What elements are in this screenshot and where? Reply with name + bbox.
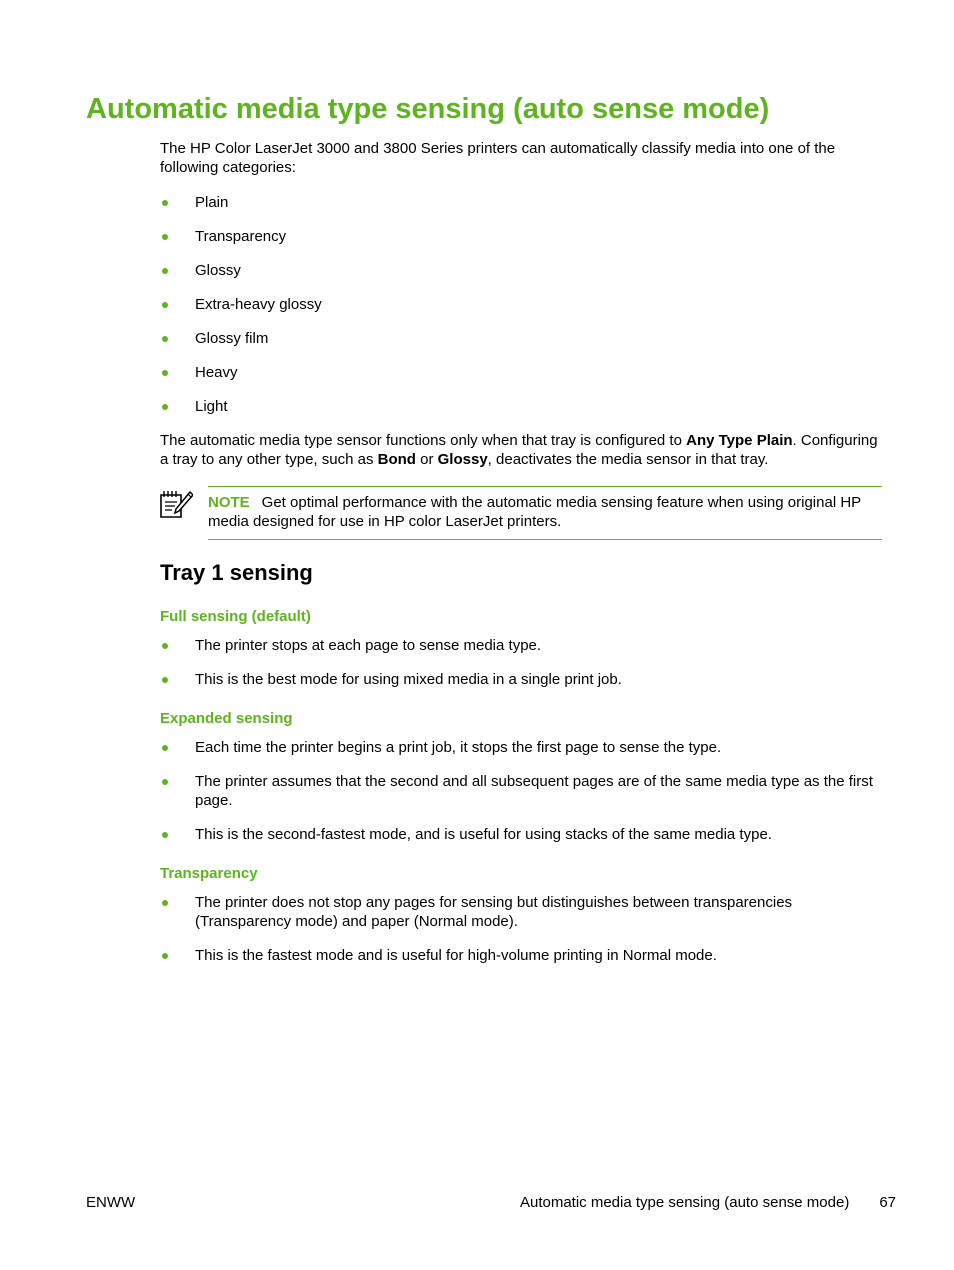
list-item: This is the fastest mode and is useful for high-volume printing in Normal mode. <box>160 946 882 965</box>
subheading-transparency: Transparency <box>160 865 258 882</box>
transparency-list <box>160 893 882 965</box>
bullet-dot <box>162 677 168 683</box>
list-item: Extra-heavy glossy <box>160 295 882 314</box>
page-number: 67 <box>879 1194 896 1211</box>
page-title: Automatic media type sensing (auto sense mode) <box>86 93 770 125</box>
bullet-dot <box>162 200 168 206</box>
bullet-dot <box>162 643 168 649</box>
intro-paragraph: The HP Color LaserJet 3000 and 3800 Series printers can automatically classify media into one of the following categories: <box>160 140 836 176</box>
bullet-dot <box>162 336 168 342</box>
note-text: NOTE Get optimal performance with the automatic media sensing feature when using original HP media designed for use in HP color LaserJet printers. <box>208 494 861 530</box>
sensor-paragraph: The automatic media type sensor functions only when that tray is configured to Any Type Plain. Configuring a tray to any other type, such as Bond or Glossy, deactivates the media sensor in that tray. <box>160 432 878 468</box>
list-item: This is the best mode for using mixed media in a single print job. <box>160 670 882 689</box>
note-icon <box>159 488 193 520</box>
list-item: Glossy <box>160 261 882 280</box>
full-sensing-list <box>160 636 882 689</box>
bullet-dot <box>162 953 168 959</box>
footer-chapter-title: Automatic media type sensing (auto sense mode) <box>519 1194 850 1211</box>
expanded-sensing-list <box>160 738 882 844</box>
bullet-dot <box>162 370 168 376</box>
subheading-full-sensing: Full sensing (default) <box>160 608 311 625</box>
list-item: Light <box>160 397 882 416</box>
bullet-dot <box>162 832 168 838</box>
note-box <box>208 486 882 540</box>
list-item: Plain <box>160 193 882 212</box>
category-list <box>160 193 882 416</box>
list-item: Glossy film <box>160 329 882 348</box>
bullet-dot <box>162 302 168 308</box>
list-item: Each time the printer begins a print job, it stops the first page to sense the type. <box>160 738 882 757</box>
bullet-dot <box>162 404 168 410</box>
bullet-dot <box>162 234 168 240</box>
list-item: The printer stops at each page to sense media type. <box>160 636 882 655</box>
footer-left-label: ENWW <box>86 1194 136 1211</box>
list-item: The printer does not stop any pages for sensing but distinguishes between transparencies (Transparency mode) and paper (Normal mode). <box>160 893 882 931</box>
page-content <box>160 139 882 980</box>
bullet-dot <box>162 268 168 274</box>
subheading-expanded-sensing: Expanded sensing <box>160 710 293 727</box>
note-label: NOTE <box>208 494 250 511</box>
list-item: The printer assumes that the second and all subsequent pages are of the same media type as the first page. <box>160 772 882 810</box>
footer-right <box>520 1193 896 1212</box>
bullet-dot <box>162 779 168 785</box>
list-item: Transparency <box>160 227 882 246</box>
bullet-dot <box>162 745 168 751</box>
bullet-dot <box>162 900 168 906</box>
list-item: Heavy <box>160 363 882 382</box>
section-heading-tray1: Tray 1 sensing <box>160 560 313 585</box>
list-item: This is the second-fastest mode, and is useful for using stacks of the same media type. <box>160 825 882 844</box>
